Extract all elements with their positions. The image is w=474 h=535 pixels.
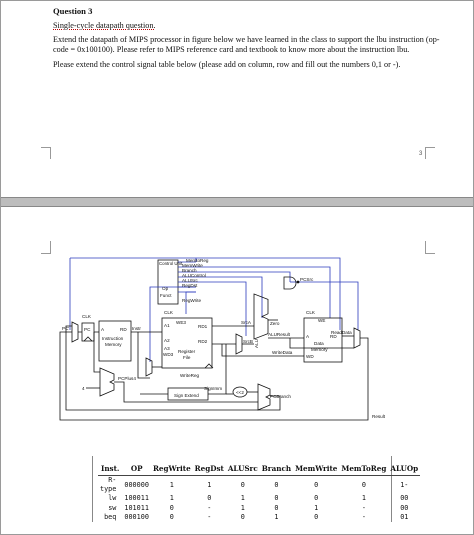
rf-a1: A1: [164, 323, 170, 328]
table-cell: 0: [314, 480, 319, 489]
clk-label-regfile: CLK: [164, 310, 173, 315]
question-title: Question 3: [53, 6, 93, 16]
col-op: OP: [122, 462, 151, 476]
writereg-mux: [146, 358, 152, 376]
table-cell: 00: [400, 494, 409, 503]
writedata-label: WriteData: [272, 350, 293, 355]
table-cell: 0: [240, 512, 245, 521]
srcb-label: SrcB: [243, 339, 253, 344]
signal-alucontrol: ALUControl: [182, 273, 206, 278]
table-cell: 1: [169, 480, 174, 489]
table-cell: 0: [169, 503, 174, 512]
table-cell: 000000: [124, 480, 149, 489]
pcbranch-label: PCBranch: [270, 394, 291, 399]
table-cell: -: [207, 512, 212, 521]
regwrite-wire: [186, 292, 196, 314]
table-cell: 00: [400, 503, 409, 512]
rf-label-1: Register: [178, 349, 196, 354]
rf-a3: A3: [164, 346, 170, 351]
col-memtoreg: MemToReg: [339, 462, 388, 476]
aluresult-label: ALUResult: [268, 332, 290, 337]
table-cell: -: [207, 503, 212, 512]
pcsrc-label: PCSrc: [300, 277, 314, 282]
table-cell: -: [361, 512, 366, 521]
table-cell: 0: [274, 503, 279, 512]
table-cell: beq: [104, 512, 117, 521]
clk-label-datamem: CLK: [306, 310, 315, 315]
dmem-rd: RD: [330, 334, 337, 339]
table-cell: 1-: [400, 480, 409, 489]
page-number: 3: [419, 151, 423, 157]
alu-label: ALU: [254, 339, 259, 348]
pcbranch-adder: [258, 384, 270, 410]
dmem-wd: WD: [306, 354, 314, 359]
alucontrol-wire: [196, 277, 262, 318]
table-cell: 0: [361, 480, 366, 489]
signal-branch: Branch: [182, 268, 197, 273]
signimm-label: SignImm: [204, 386, 223, 391]
pc-mux: [72, 322, 78, 342]
alu-shape: [254, 294, 268, 339]
pc-label: PC: [84, 327, 91, 332]
control-label: Control Unit: [159, 261, 183, 266]
clk-label-pc: CLK: [82, 314, 91, 319]
table-cell: 0: [314, 494, 319, 503]
dmem-label-2: Memory: [311, 347, 328, 352]
col-alusrc: ALUSrc: [226, 462, 260, 476]
imem-label-1: Instruction: [102, 336, 124, 341]
pc-prime-label: PC': [62, 326, 70, 331]
srcb-mux: [236, 334, 242, 354]
col-regdst: RegDst: [193, 462, 226, 476]
table-cell: 1: [240, 503, 245, 512]
dmem-label-1: Data: [314, 341, 324, 346]
table-cell: 0: [207, 494, 212, 503]
table-cell: 100011: [124, 494, 149, 503]
sl2-label: <<2: [236, 390, 244, 395]
srca-label: SrcA: [241, 320, 251, 325]
signal-regdst: RegDst: [182, 283, 198, 288]
sign-extend-label: Sign Extend: [174, 393, 199, 398]
instr-label: Instr: [132, 326, 141, 331]
table-cell: sw: [108, 503, 117, 512]
four-label: 4: [82, 386, 85, 391]
col-branch: Branch: [260, 462, 293, 476]
writereg-label: WriteReg: [180, 373, 200, 378]
zero-label: Zero: [270, 321, 280, 326]
pcplus4-label: PCPlus4: [118, 376, 136, 381]
control-signal-table: [98, 462, 420, 522]
table-row: [98, 476, 420, 495]
result-label: Result: [372, 414, 386, 419]
op-label: Op: [162, 286, 169, 291]
signal-memwrite: MemWrite: [182, 263, 203, 268]
table-cell: 0: [274, 480, 279, 489]
rf-we3: WE3: [176, 320, 186, 325]
table-cell: 0: [169, 512, 174, 521]
pcplus4-adder: [100, 368, 114, 396]
table-row: [98, 504, 420, 513]
imem-label-2: Memory: [105, 342, 122, 347]
col-memwrite: MemWrite: [293, 462, 339, 476]
table-cell: -: [361, 503, 366, 512]
rf-label-2: File: [183, 355, 191, 360]
table-cell: 01: [400, 512, 409, 521]
question-paragraph-2: Please extend the control signal table below (please add on column, row and fill out the numbers 0,1 or -).: [53, 59, 401, 69]
rf-a2: A2: [164, 338, 170, 343]
readdata-label: ReadData: [331, 330, 352, 335]
table-row: [98, 494, 420, 503]
col-regwrite: RegWrite: [151, 462, 193, 476]
table-cell: 1: [207, 480, 212, 489]
memtoreg-wire: [70, 258, 340, 330]
table-cell: 000100: [124, 512, 149, 521]
imem-rd: RD: [120, 327, 127, 332]
dmem-a: A: [306, 334, 310, 339]
table-cell: 1: [240, 494, 245, 503]
signal-alusrc: ALUSrc: [182, 278, 198, 283]
table-header-row: [98, 462, 420, 476]
signal-memtoreg: MemtoReg: [186, 258, 209, 263]
table-cell: 0: [240, 480, 245, 489]
rf-rd2: RD2: [198, 339, 208, 344]
table-cell: R-type: [100, 476, 117, 494]
question-paragraph-1: Extend the datapath of MIPS processor in figure below we have learned in the class to support the lbu instruction (op-code = 0x100100). Please refer to MIPS reference card and textbook to know more about the instruction lbu.: [53, 34, 440, 55]
table-cell: 1: [361, 494, 366, 503]
table-cell: 101011: [124, 503, 149, 512]
question-subtitle: Single-cycle datapath question.: [53, 21, 156, 31]
table-cell: lw: [108, 494, 117, 503]
rf-wd3: WD3: [163, 352, 174, 357]
signal-regwrite: RegWrite: [182, 298, 202, 303]
table-cell: 0: [274, 494, 279, 503]
imem-a: A: [101, 327, 105, 332]
table-row: [98, 513, 420, 522]
table-cell: 1: [169, 494, 174, 503]
result-mux: [354, 328, 360, 348]
table-cell: 0: [314, 512, 319, 521]
table-cell: 1: [314, 503, 319, 512]
pc-register: [82, 323, 94, 341]
dmem-we: WE: [318, 318, 326, 323]
col-inst: Inst.: [98, 462, 122, 476]
table-cell: 1: [274, 512, 279, 521]
col-aluop: ALUOp: [388, 462, 420, 476]
funct-label: Funct: [160, 293, 172, 298]
rf-rd1: RD1: [198, 324, 208, 329]
